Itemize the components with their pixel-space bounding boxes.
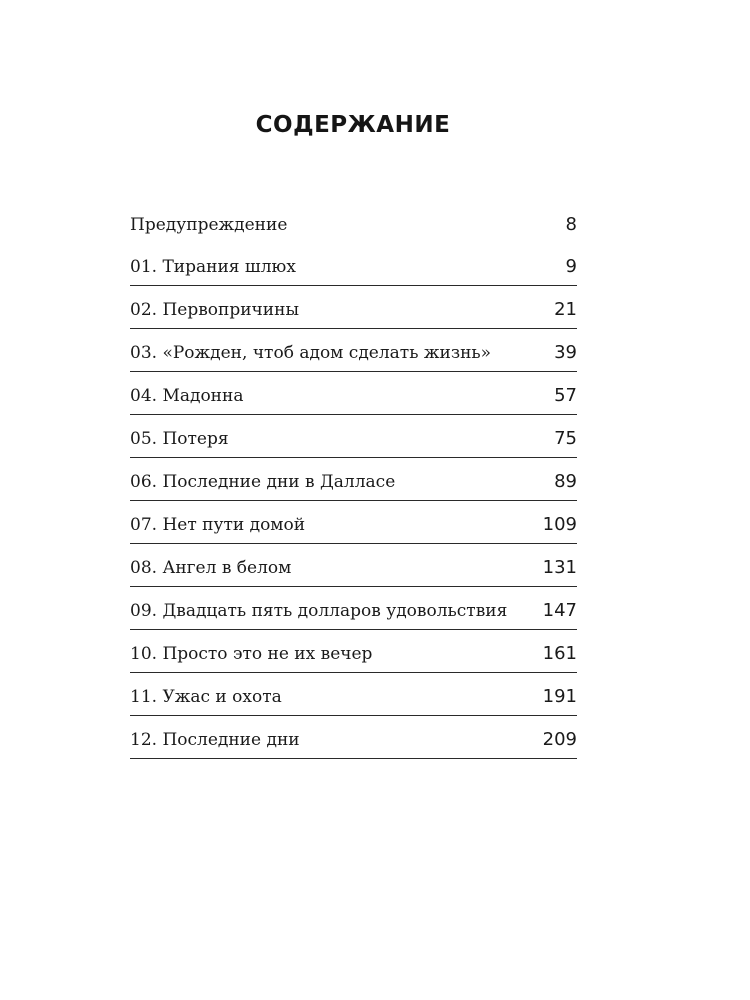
toc-entry-page: 109	[542, 514, 577, 535]
toc-entry-page: 9	[565, 256, 577, 277]
toc-entry-page: 209	[542, 729, 577, 750]
toc-entry-page: 8	[565, 214, 577, 235]
toc-entry-title: 06. Последние дни в Далласе	[130, 472, 396, 492]
toc-entry-title: 07. Нет пути домой	[130, 515, 306, 535]
toc-entry-title: 11. Ужас и охота	[130, 687, 282, 707]
toc-entry	[130, 673, 577, 716]
toc-entry-page: 191	[542, 686, 577, 707]
toc-entry	[130, 329, 577, 372]
toc-entry-title: Предупреждение	[130, 215, 288, 235]
toc-entry-title: 05. Потеря	[130, 429, 229, 449]
toc-entry-page: 147	[542, 600, 577, 621]
toc-entry	[130, 372, 577, 415]
page-title: СОДЕРЖАНИЕ	[255, 112, 451, 138]
toc-entry	[130, 587, 577, 630]
toc-entry	[130, 458, 577, 501]
table-of-contents	[130, 200, 577, 759]
toc-entry-page: 57	[554, 385, 577, 406]
toc-entry	[130, 415, 577, 458]
toc-entry-page: 131	[542, 557, 577, 578]
toc-entry	[130, 630, 577, 673]
toc-entry-title: 10. Просто это не их вечер	[130, 644, 373, 664]
toc-entry-title: 12. Последние дни	[130, 730, 300, 750]
toc-entry-title: 09. Двадцать пять долларов удовольствия	[130, 601, 508, 621]
toc-entry	[130, 716, 577, 759]
toc-entry-page: 39	[554, 342, 577, 363]
toc-entry-title: 08. Ангел в белом	[130, 558, 292, 578]
toc-entry	[130, 286, 577, 329]
toc-entry-page: 161	[542, 643, 577, 664]
toc-entry-page: 89	[554, 471, 577, 492]
toc-entry-title: 01. Тирания шлюх	[130, 257, 296, 277]
toc-entry	[130, 200, 577, 243]
toc-entry	[130, 544, 577, 587]
toc-entry	[130, 243, 577, 286]
toc-entry-page: 75	[554, 428, 577, 449]
toc-entry	[130, 501, 577, 544]
toc-entry-title: 03. «Рожден, чтоб адом сделать жизнь»	[130, 343, 492, 363]
toc-entry-page: 21	[554, 299, 577, 320]
toc-entry-title: 04. Мадонна	[130, 386, 244, 406]
toc-entry-title: 02. Первопричины	[130, 300, 299, 320]
